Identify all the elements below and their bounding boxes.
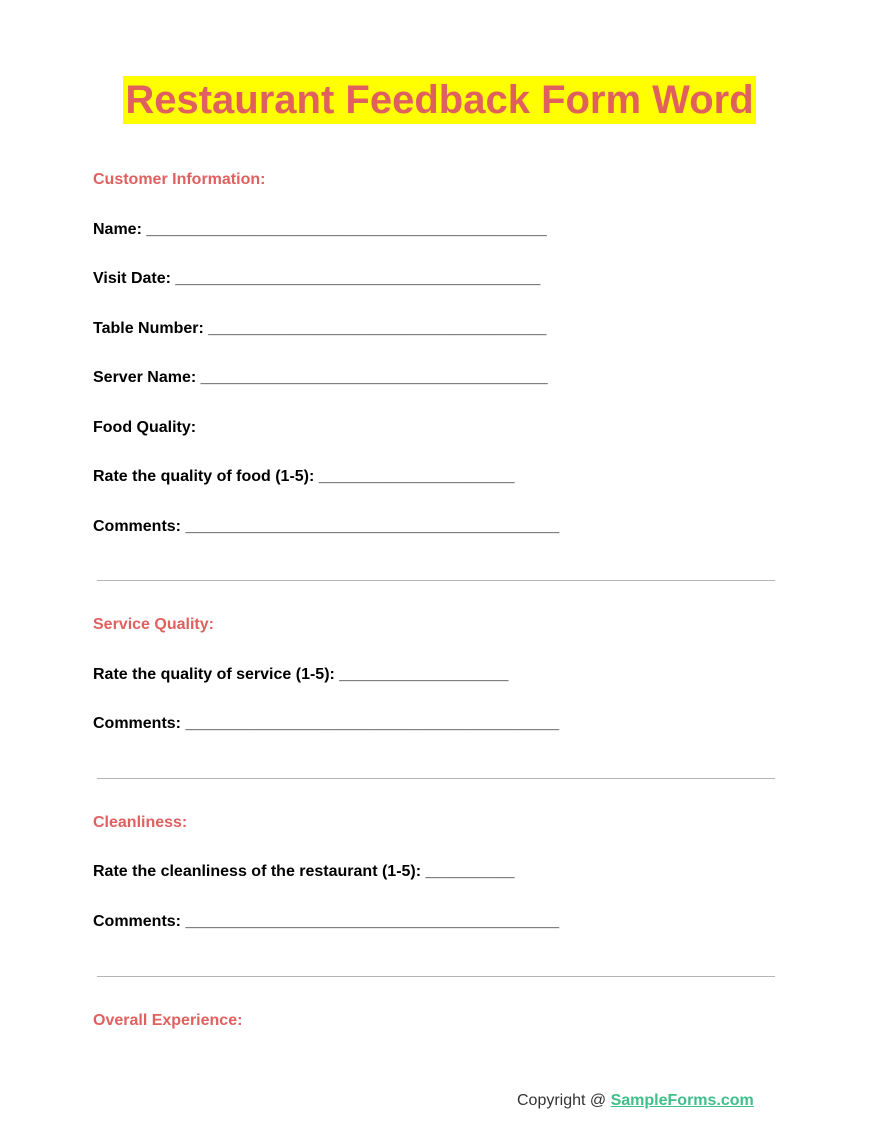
table-number-field[interactable]: Table Number: ______________________________________	[93, 320, 547, 337]
service-comments-field[interactable]: Comments: __________________________________________	[93, 715, 560, 732]
divider	[97, 778, 775, 779]
customer-info-heading: Customer Information:	[93, 171, 266, 188]
rate-service-field[interactable]: Rate the quality of service (1-5): ___________________	[93, 666, 509, 683]
server-name-field[interactable]: Server Name: _______________________________________	[93, 369, 548, 386]
title-wrap	[0, 76, 879, 124]
overall-experience-heading: Overall Experience:	[93, 1012, 243, 1029]
rate-food-field[interactable]: Rate the quality of food (1-5): ______________________	[93, 468, 515, 485]
brand-link[interactable]: SampleForms.com	[610, 1092, 754, 1109]
visit-date-field[interactable]: Visit Date: _________________________________________	[93, 270, 541, 287]
copyright-footer	[517, 1092, 754, 1110]
copyright-text: Copyright @	[517, 1092, 611, 1109]
service-quality-heading: Service Quality:	[93, 616, 214, 633]
divider	[97, 580, 775, 581]
page-title: Restaurant Feedback Form Word	[125, 78, 754, 122]
cleanliness-heading: Cleanliness:	[93, 814, 188, 831]
food-comments-field[interactable]: Comments: __________________________________________	[93, 518, 560, 535]
cleanliness-comments-field[interactable]: Comments: __________________________________________	[93, 913, 560, 930]
rate-cleanliness-field[interactable]: Rate the cleanliness of the restaurant (1-5): __________	[93, 863, 515, 880]
divider	[97, 976, 775, 977]
food-quality-label: Food Quality:	[93, 419, 197, 436]
name-field[interactable]: Name: _____________________________________________	[93, 221, 547, 238]
